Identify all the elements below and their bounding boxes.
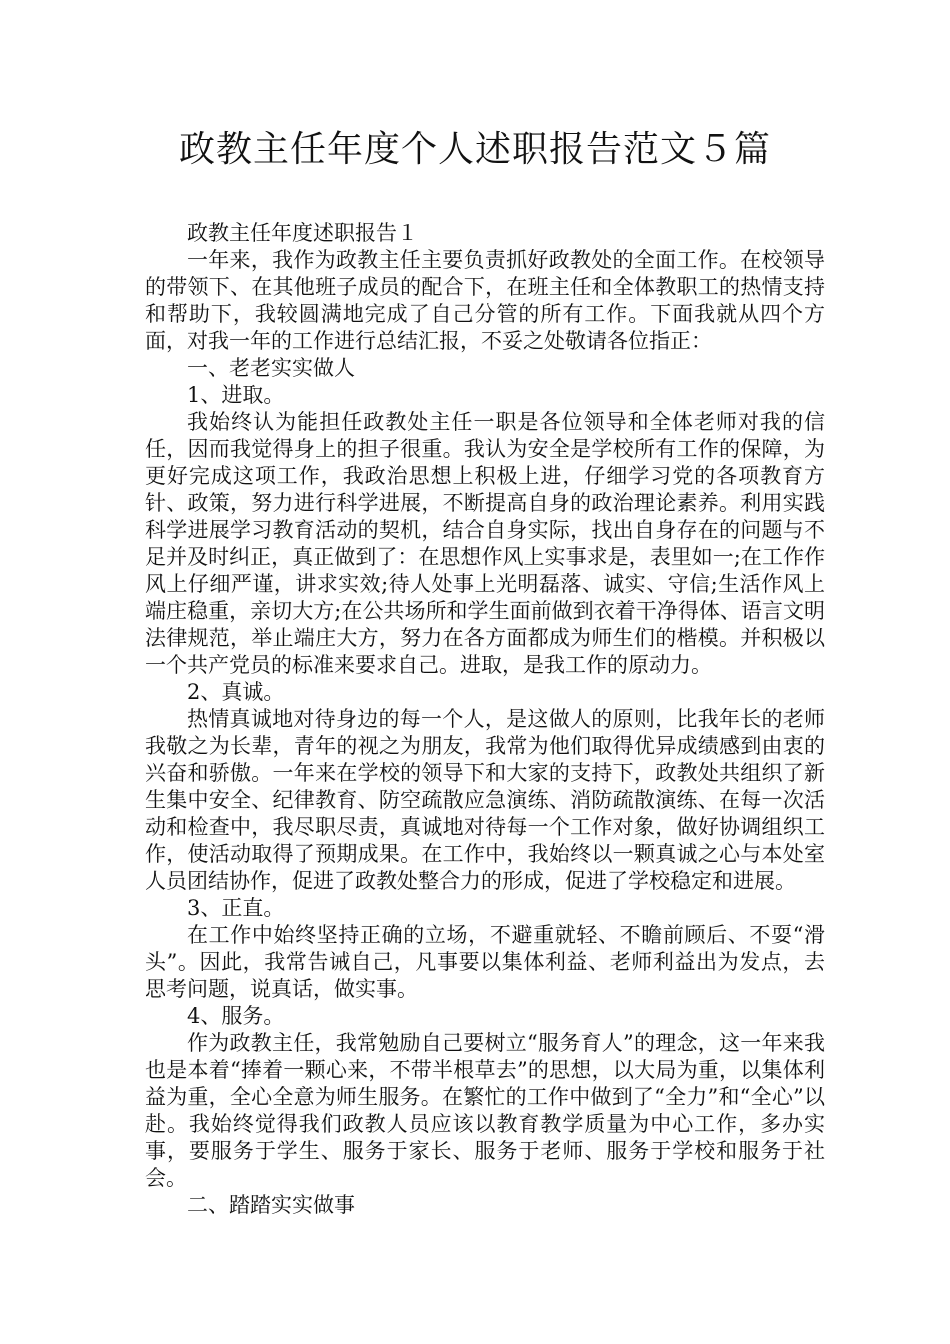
document-title: 政教主任年度个人述职报告范文５篇 [178,129,771,170]
section-heading: 一、老老实实做人 [187,356,355,380]
body-paragraph: 一年来，我作为政教主任主要负责抓好政教处的全面工作。在校领导的带领下、在其他班子成员的配合下，在班主任和全体教职工的热情支持和帮助下，我较圆满地完成了自己分管的所有工作。下面我就从四个方面，对我一年的工作进行总结汇报，不妥之处敬请各位指正： [145,248,825,353]
document-body [145,220,825,1219]
subsection-heading: 3、正直。 [187,896,285,920]
subsection-heading: 4、服务。 [187,1004,285,1028]
section-heading: 二、踏踏实实做事 [187,1193,355,1217]
section-heading: 政教主任年度述职报告１ [187,221,418,245]
subsection-heading: 2、真诚。 [187,680,285,704]
body-paragraph: 热情真诚地对待身边的每一个人，是这做人的原则，比我年长的老师我敬之为长辈，青年的视之为朋友，我常为他们取得优异成绩感到由衷的兴奋和骄傲。一年来在学校的领导下和大家的支持下，政教处共组织了新生集中安全、纪律教育、防空疏散应急演练、消防疏散演练、在每一次活动和检查中，我尽职尽责，真诚地对待每一个工作对象，做好协调组织工作，使活动取得了预期成果。在工作中，我始终以一颗真诚之心与本处室人员团结协作，促进了政教处整合力的形成，促进了学校稳定和进展。 [145,707,825,893]
subsection-heading: 1、进取。 [187,383,285,407]
body-paragraph: 在工作中始终坚持正确的立场，不避重就轻、不瞻前顾后、不耍“滑头”。因此，我常告诫自己，凡事要以集体利益、老师利益出为发点，去思考问题，说真话，做实事。 [145,923,825,1001]
body-paragraph: 作为政教主任，我常勉励自己要树立“服务育人”的理念，这一年来我也是本着“捧着一颗心来，不带半根草去”的思想，以大局为重，以集体利益为重，全心全意为师生服务。在繁忙的工作中做到了“全力”和“全心”以赴。我始终觉得我们政教人员应该以教育教学质量为中心工作，多办实事，要服务于学生、服务于家长、服务于老师、服务于学校和服务于社会。 [145,1031,825,1190]
body-paragraph: 我始终认为能担任政教处主任一职是各位领导和全体老师对我的信任，因而我觉得身上的担子很重。我认为安全是学校所有工作的保障，为更好完成这项工作，我政治思想上积极上进，仔细学习党的各项教育方针、政策，努力进行科学进展，不断提高自身的政治理论素养。利用实践科学进展学习教育活动的契机，结合自身实际，找出自身存在的问题与不足并及时纠正，真正做到了：在思想作风上实事求是，表里如一;在工作作风上仔细严谨，讲求实效;待人处事上光明磊落、诚实、守信;生活作风上端庄稳重，亲切大方;在公共场所和学生面前做到衣着干净得体、语言文明法律规范，举止端庄大方，努力在各方面都成为师生们的楷模。并积极以一个共产党员的标准来要求自己。进取，是我工作的原动力。 [145,410,825,677]
